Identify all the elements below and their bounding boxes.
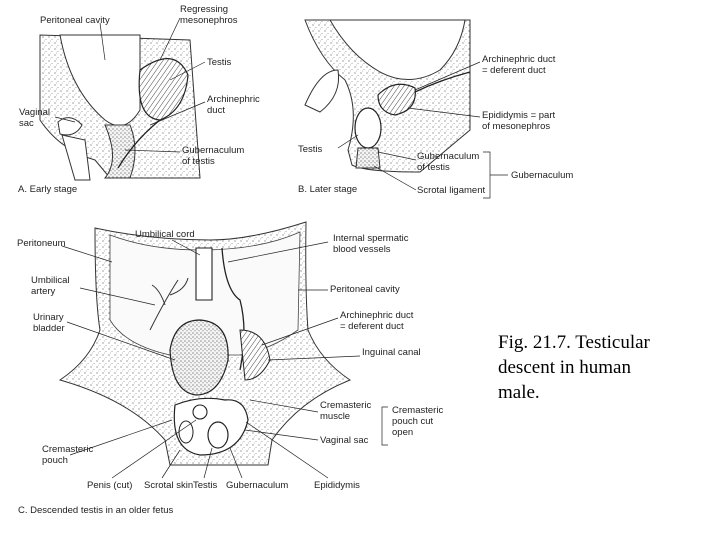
label-umbilical-cord: Umbilical cord [135, 229, 195, 240]
label-gubernaculum-group: Gubernaculum [511, 170, 574, 181]
label-scrotal-ligament: Scrotal ligament [417, 185, 486, 196]
panel-b-later-stage [298, 20, 573, 198]
label-penis-cut: Penis (cut) [87, 480, 133, 491]
label-cremasteric-pouch-line2: pouch [42, 455, 68, 466]
label-testis-b: Testis [298, 144, 323, 155]
label-peritoneal-cavity-c: Peritoneal cavity [330, 284, 400, 295]
label-cremasteric-pouch-cut-line2: pouch cut [392, 416, 434, 427]
panel-a-caption: A. Early stage [18, 184, 78, 195]
label-peritoneum: Peritoneum [17, 238, 66, 249]
panel-c-penis [193, 405, 207, 419]
figure-caption-line2: descent in human [498, 357, 631, 378]
panel-c-testis [208, 422, 228, 448]
panel-b-gubernaculum [356, 148, 380, 168]
label-urinary-bladder-line1: Urinary [33, 312, 64, 323]
label-inguinal-canal: Inguinal canal [362, 347, 421, 358]
label-archinephric-duct-a-line2: duct [207, 105, 225, 116]
label-testis-a: Testis [207, 57, 232, 68]
label-epididymis-b-line2: of mesonephros [482, 121, 551, 132]
label-epididymis-b-line1: Epididymis = part [482, 110, 556, 121]
panel-c-umbilical-cord [196, 248, 212, 300]
label-regressing-mesonephros-line2: mesonephros [180, 15, 238, 26]
label-umbilical-artery-line1: Umbilical [31, 275, 70, 286]
label-gubernaculum-c: Gubernaculum [226, 480, 289, 491]
panel-b-caption: B. Later stage [298, 184, 358, 195]
label-internal-spermatic-line1: Internal spermatic [333, 233, 409, 244]
label-archinephric-duct-c-line2: = deferent duct [340, 321, 404, 332]
figure-caption-line1: Fig. 21.7. Testicular [498, 332, 650, 353]
label-urinary-bladder-line2: bladder [33, 323, 65, 334]
panel-a-early-stage [18, 4, 260, 195]
label-scrotal-skin: Scrotal skin [144, 480, 194, 491]
label-cremasteric-pouch-line1: Cremasteric [42, 444, 94, 455]
label-archinephric-duct-b-line2: = deferent duct [482, 65, 546, 76]
label-cremasteric-muscle-line1: Cremasteric [320, 400, 372, 411]
label-internal-spermatic-line2: blood vessels [333, 244, 391, 255]
label-gubernaculum-of-testis-b-line1: Gubernaculum [417, 151, 480, 162]
label-vaginal-sac-a-line1: Vaginal [19, 107, 50, 118]
label-gubernaculum-a-line1: Gubernaculum [182, 145, 245, 156]
panel-c-testis-left [179, 421, 193, 443]
label-archinephric-duct-c-line1: Archinephric duct [340, 310, 414, 321]
label-gubernaculum-a-line2: of testis [182, 156, 215, 167]
label-testis-c: Testis [193, 480, 218, 491]
label-archinephric-duct-a-line1: Archinephric [207, 94, 260, 105]
panel-b-testis [355, 108, 381, 148]
label-epididymis-c: Epididymis [314, 480, 360, 491]
figure-caption-line3: male. [498, 382, 540, 403]
label-peritoneal-cavity-a: Peritoneal cavity [40, 15, 110, 26]
label-gubernaculum-of-testis-b-line2: of testis [417, 162, 450, 173]
label-archinephric-duct-b-line1: Archinephric duct [482, 54, 556, 65]
label-regressing-mesonephros-line1: Regressing [180, 4, 229, 15]
label-vaginal-sac-a-line2: sac [19, 118, 34, 129]
label-vaginal-sac-c: Vaginal sac [320, 435, 369, 446]
label-cremasteric-muscle-line2: muscle [320, 411, 351, 422]
panel-b-thigh [305, 70, 339, 112]
label-umbilical-artery-line2: artery [31, 286, 56, 297]
label-cremasteric-pouch-cut-line3: open [392, 427, 414, 438]
panel-c-caption: C. Descended testis in an older fetus [18, 505, 174, 516]
figure-caption [498, 330, 708, 405]
panel-c-older-fetus [17, 222, 443, 516]
label-cremasteric-pouch-cut-line1: Cremasteric [392, 405, 444, 416]
